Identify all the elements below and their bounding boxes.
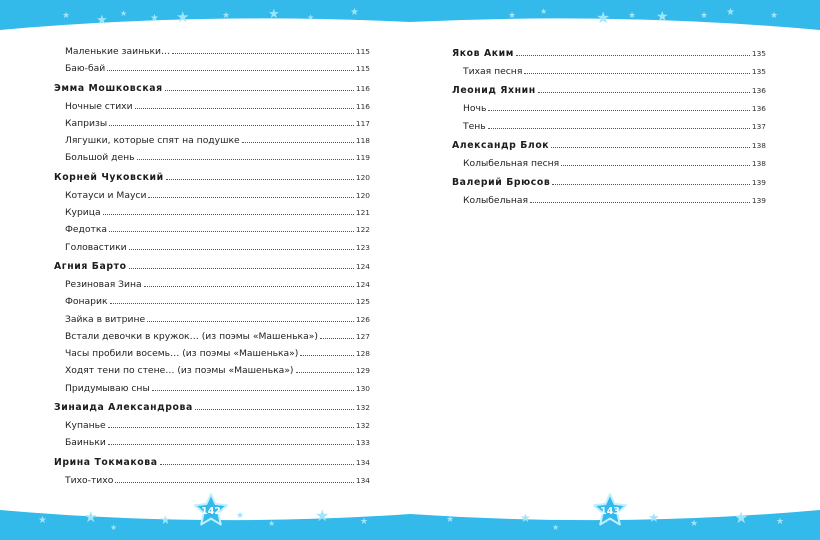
toc-entry-author[interactable] bbox=[54, 172, 370, 190]
toc-entry-page: 129 bbox=[355, 366, 370, 376]
toc-entry-title: Федотка bbox=[65, 224, 108, 236]
star-icon: ★ bbox=[110, 523, 118, 532]
toc-entry-page: 133 bbox=[355, 438, 370, 448]
page-number-badge-left bbox=[193, 493, 229, 527]
toc-author-name: Яков Аким bbox=[452, 48, 514, 59]
star-icon: ★ bbox=[508, 11, 517, 21]
toc-entry-poem[interactable] bbox=[452, 195, 766, 212]
toc-entry-page: 136 bbox=[751, 86, 766, 96]
toc-entry-page: 120 bbox=[355, 190, 370, 200]
dot-leader bbox=[530, 202, 750, 203]
toc-entry-author[interactable] bbox=[54, 261, 370, 279]
star-icon: ★ bbox=[350, 7, 359, 18]
dot-leader bbox=[166, 179, 354, 180]
dot-leader bbox=[135, 108, 354, 109]
star-icon: ★ bbox=[160, 513, 171, 527]
toc-entry-page: 124 bbox=[355, 279, 370, 289]
toc-entry-page: 130 bbox=[355, 383, 370, 393]
toc-entry-page: 119 bbox=[355, 153, 370, 163]
toc-entry-page: 122 bbox=[355, 225, 370, 235]
dot-leader bbox=[516, 55, 750, 56]
toc-entry-poem[interactable] bbox=[54, 279, 370, 296]
toc-entry-title: Головастики bbox=[65, 241, 127, 253]
toc-entry-title: Баю-бай bbox=[65, 63, 106, 75]
star-icon: ★ bbox=[770, 11, 779, 21]
toc-entry-page: 120 bbox=[355, 172, 370, 182]
star-icon: ★ bbox=[84, 508, 98, 526]
toc-entry-page: 124 bbox=[355, 261, 370, 271]
star-icon: ★ bbox=[552, 523, 560, 532]
toc-entry-poem[interactable] bbox=[54, 224, 370, 241]
toc-entry-page: 135 bbox=[751, 67, 766, 76]
toc-entry-poem[interactable] bbox=[54, 135, 370, 152]
toc-entry-poem[interactable] bbox=[54, 331, 370, 348]
toc-entry-page: 134 bbox=[355, 457, 370, 467]
toc-right-page bbox=[452, 46, 766, 212]
dot-leader bbox=[296, 372, 354, 373]
star-icon: ★ bbox=[268, 519, 276, 528]
toc-entry-author[interactable] bbox=[54, 83, 370, 101]
toc-entry-title: Колыбельная песня bbox=[463, 157, 560, 169]
toc-entry-title: Ночные стихи bbox=[65, 100, 133, 112]
toc-entry-title: Баиньки bbox=[65, 437, 106, 449]
dot-leader bbox=[152, 390, 354, 391]
toc-entry-title: Капризы bbox=[65, 117, 108, 129]
toc-entry-page: 121 bbox=[355, 208, 370, 218]
toc-author-name: Александр Блок bbox=[452, 139, 550, 151]
toc-entry-title: Фонарик bbox=[65, 296, 108, 308]
toc-entry-poem[interactable] bbox=[54, 101, 370, 118]
toc-entry-author[interactable] bbox=[452, 177, 766, 195]
toc-entry-poem[interactable] bbox=[54, 152, 370, 169]
toc-entry-page: 126 bbox=[355, 314, 370, 324]
toc-entry-title: Тихая песня bbox=[463, 66, 523, 77]
toc-entry-title: Большой день bbox=[65, 152, 135, 164]
toc-author-name: Зинаида Александрова bbox=[54, 402, 193, 414]
dot-leader bbox=[300, 355, 354, 356]
page-number-badge-right bbox=[592, 493, 628, 527]
toc-entry-title: Ходят тени по стене… (из поэмы «Машенька») bbox=[65, 365, 294, 377]
star-icon: ★ bbox=[120, 9, 128, 18]
dot-leader bbox=[107, 70, 354, 71]
dot-leader bbox=[242, 142, 354, 143]
star-icon: ★ bbox=[360, 517, 369, 527]
dot-leader bbox=[160, 464, 354, 465]
dot-leader bbox=[172, 53, 354, 54]
toc-entry-page: 134 bbox=[355, 475, 370, 485]
toc-left-page bbox=[54, 46, 370, 492]
toc-entry-title: Маленькие заиньки… bbox=[65, 46, 171, 57]
dot-leader bbox=[524, 73, 750, 74]
toc-entry-poem[interactable] bbox=[54, 383, 370, 400]
toc-entry-page: 123 bbox=[355, 242, 370, 252]
bottom-band bbox=[0, 506, 820, 540]
toc-entry-title: Придумываю сны bbox=[65, 382, 150, 394]
star-icon: ★ bbox=[656, 9, 669, 25]
dot-leader bbox=[552, 184, 750, 185]
toc-entry-title: Колыбельная bbox=[463, 195, 529, 207]
dot-leader bbox=[561, 165, 750, 166]
dot-leader bbox=[195, 409, 354, 410]
star-icon: ★ bbox=[596, 8, 611, 27]
dot-leader bbox=[103, 214, 354, 215]
dot-leader bbox=[488, 128, 750, 129]
toc-entry-page: 116 bbox=[355, 83, 370, 93]
dot-leader bbox=[108, 427, 354, 428]
star-icon: ★ bbox=[268, 7, 280, 22]
star-icon: ★ bbox=[540, 7, 548, 16]
toc-author-name: Эмма Мошковская bbox=[54, 82, 163, 94]
toc-entry-author[interactable] bbox=[452, 48, 766, 66]
toc-entry-page: 125 bbox=[355, 297, 370, 307]
dot-leader bbox=[108, 444, 354, 445]
dot-leader bbox=[147, 321, 354, 322]
toc-entry-poem[interactable] bbox=[54, 190, 370, 207]
star-icon: ★ bbox=[648, 511, 660, 526]
toc-entry-title: Лягушки, которые спят на подушке bbox=[65, 135, 240, 147]
toc-entry-title: Курица bbox=[65, 207, 101, 219]
star-icon: ★ bbox=[520, 511, 531, 525]
dot-leader bbox=[320, 338, 354, 339]
toc-author-name: Ирина Токмакова bbox=[54, 456, 158, 468]
dot-leader bbox=[165, 90, 354, 91]
toc-entry-page: 115 bbox=[355, 47, 370, 56]
toc-entry-poem[interactable] bbox=[54, 475, 370, 492]
dot-leader bbox=[137, 159, 354, 160]
toc-entry-author[interactable] bbox=[54, 402, 370, 420]
star-icon: ★ bbox=[628, 11, 637, 21]
toc-entry-page: 139 bbox=[751, 196, 766, 206]
toc-entry-title: Тень bbox=[463, 120, 486, 132]
toc-entry-poem[interactable] bbox=[54, 118, 370, 135]
toc-entry-title: Тихо-тихо bbox=[65, 474, 114, 486]
toc-entry-title: Купанье bbox=[65, 420, 106, 432]
star-icon: ★ bbox=[315, 506, 330, 525]
toc-entry-poem[interactable] bbox=[452, 158, 766, 175]
toc-entry-page: 118 bbox=[355, 136, 370, 146]
star-icon: ★ bbox=[734, 508, 749, 527]
toc-entry-page: 128 bbox=[355, 349, 370, 359]
dot-leader bbox=[129, 268, 354, 269]
toc-author-name: Агния Барто bbox=[54, 260, 127, 272]
toc-entry-page: 135 bbox=[751, 49, 766, 58]
star-icon: ★ bbox=[726, 7, 735, 18]
toc-entry-poem[interactable] bbox=[54, 63, 370, 80]
page-number: 143 bbox=[600, 505, 620, 517]
toc-entry-page: 117 bbox=[355, 118, 370, 128]
toc-entry-page: 132 bbox=[355, 421, 370, 431]
toc-entry-title: Котауси и Мауси bbox=[65, 189, 147, 201]
toc-entry-page: 137 bbox=[751, 121, 766, 131]
toc-entry-page: 136 bbox=[751, 104, 766, 114]
toc-entry-poem[interactable] bbox=[54, 46, 370, 63]
dot-leader bbox=[538, 92, 750, 93]
dot-leader bbox=[488, 110, 750, 111]
toc-entry-page: 127 bbox=[355, 331, 370, 341]
toc-entry-page: 138 bbox=[751, 158, 766, 168]
toc-entry-poem[interactable] bbox=[452, 66, 766, 83]
star-icon: ★ bbox=[38, 515, 47, 526]
toc-entry-title: Зайка в витрине bbox=[65, 313, 146, 325]
star-icon: ★ bbox=[236, 511, 245, 521]
star-icon: ★ bbox=[307, 13, 315, 22]
toc-entry-poem[interactable] bbox=[54, 242, 370, 259]
toc-entry-author[interactable] bbox=[452, 85, 766, 103]
dot-leader bbox=[144, 286, 354, 287]
toc-entry-page: 138 bbox=[751, 140, 766, 150]
toc-entry-page: 115 bbox=[355, 64, 370, 74]
toc-entry-poem[interactable] bbox=[452, 121, 766, 138]
dot-leader bbox=[109, 125, 354, 126]
toc-entry-page: 132 bbox=[355, 403, 370, 413]
toc-entry-poem[interactable] bbox=[54, 437, 370, 454]
toc-entry-title: Ночь bbox=[463, 103, 487, 115]
star-icon: ★ bbox=[776, 517, 785, 527]
star-icon: ★ bbox=[446, 515, 455, 525]
dot-leader bbox=[551, 147, 750, 148]
toc-entry-title: Резиновая Зина bbox=[65, 278, 142, 290]
toc-author-name: Леонид Яхнин bbox=[452, 85, 536, 97]
toc-entry-author[interactable] bbox=[54, 457, 370, 475]
toc-entry-poem[interactable] bbox=[54, 348, 370, 365]
dot-leader bbox=[115, 482, 354, 483]
top-band bbox=[0, 0, 820, 30]
dot-leader bbox=[110, 303, 354, 304]
toc-author-name: Валерий Брюсов bbox=[452, 177, 551, 189]
toc-entry-author[interactable] bbox=[452, 140, 766, 158]
page-number: 142 bbox=[201, 505, 221, 517]
dot-leader bbox=[129, 249, 354, 250]
toc-entry-poem[interactable] bbox=[452, 103, 766, 120]
toc-entry-page: 139 bbox=[751, 178, 766, 188]
star-icon: ★ bbox=[62, 11, 71, 21]
dot-leader bbox=[148, 197, 353, 198]
toc-entry-poem[interactable] bbox=[54, 314, 370, 331]
toc-entry-poem[interactable] bbox=[54, 420, 370, 437]
star-icon: ★ bbox=[700, 11, 709, 21]
star-icon: ★ bbox=[690, 519, 699, 529]
star-icon: ★ bbox=[150, 13, 159, 24]
dot-leader bbox=[109, 231, 354, 232]
star-icon: ★ bbox=[176, 8, 190, 26]
star-icon: ★ bbox=[96, 13, 108, 28]
toc-entry-title: Часы пробили восемь… (из поэмы «Машенька») bbox=[65, 348, 299, 360]
toc-entry-title: Встали девочки в кружок… (из поэмы «Машенька») bbox=[65, 330, 318, 342]
toc-entry-poem[interactable] bbox=[54, 365, 370, 382]
star-icon: ★ bbox=[222, 11, 231, 21]
toc-author-name: Корней Чуковский bbox=[54, 171, 164, 183]
toc-entry-poem[interactable] bbox=[54, 296, 370, 313]
toc-entry-poem[interactable] bbox=[54, 207, 370, 224]
toc-entry-page: 116 bbox=[355, 101, 370, 111]
